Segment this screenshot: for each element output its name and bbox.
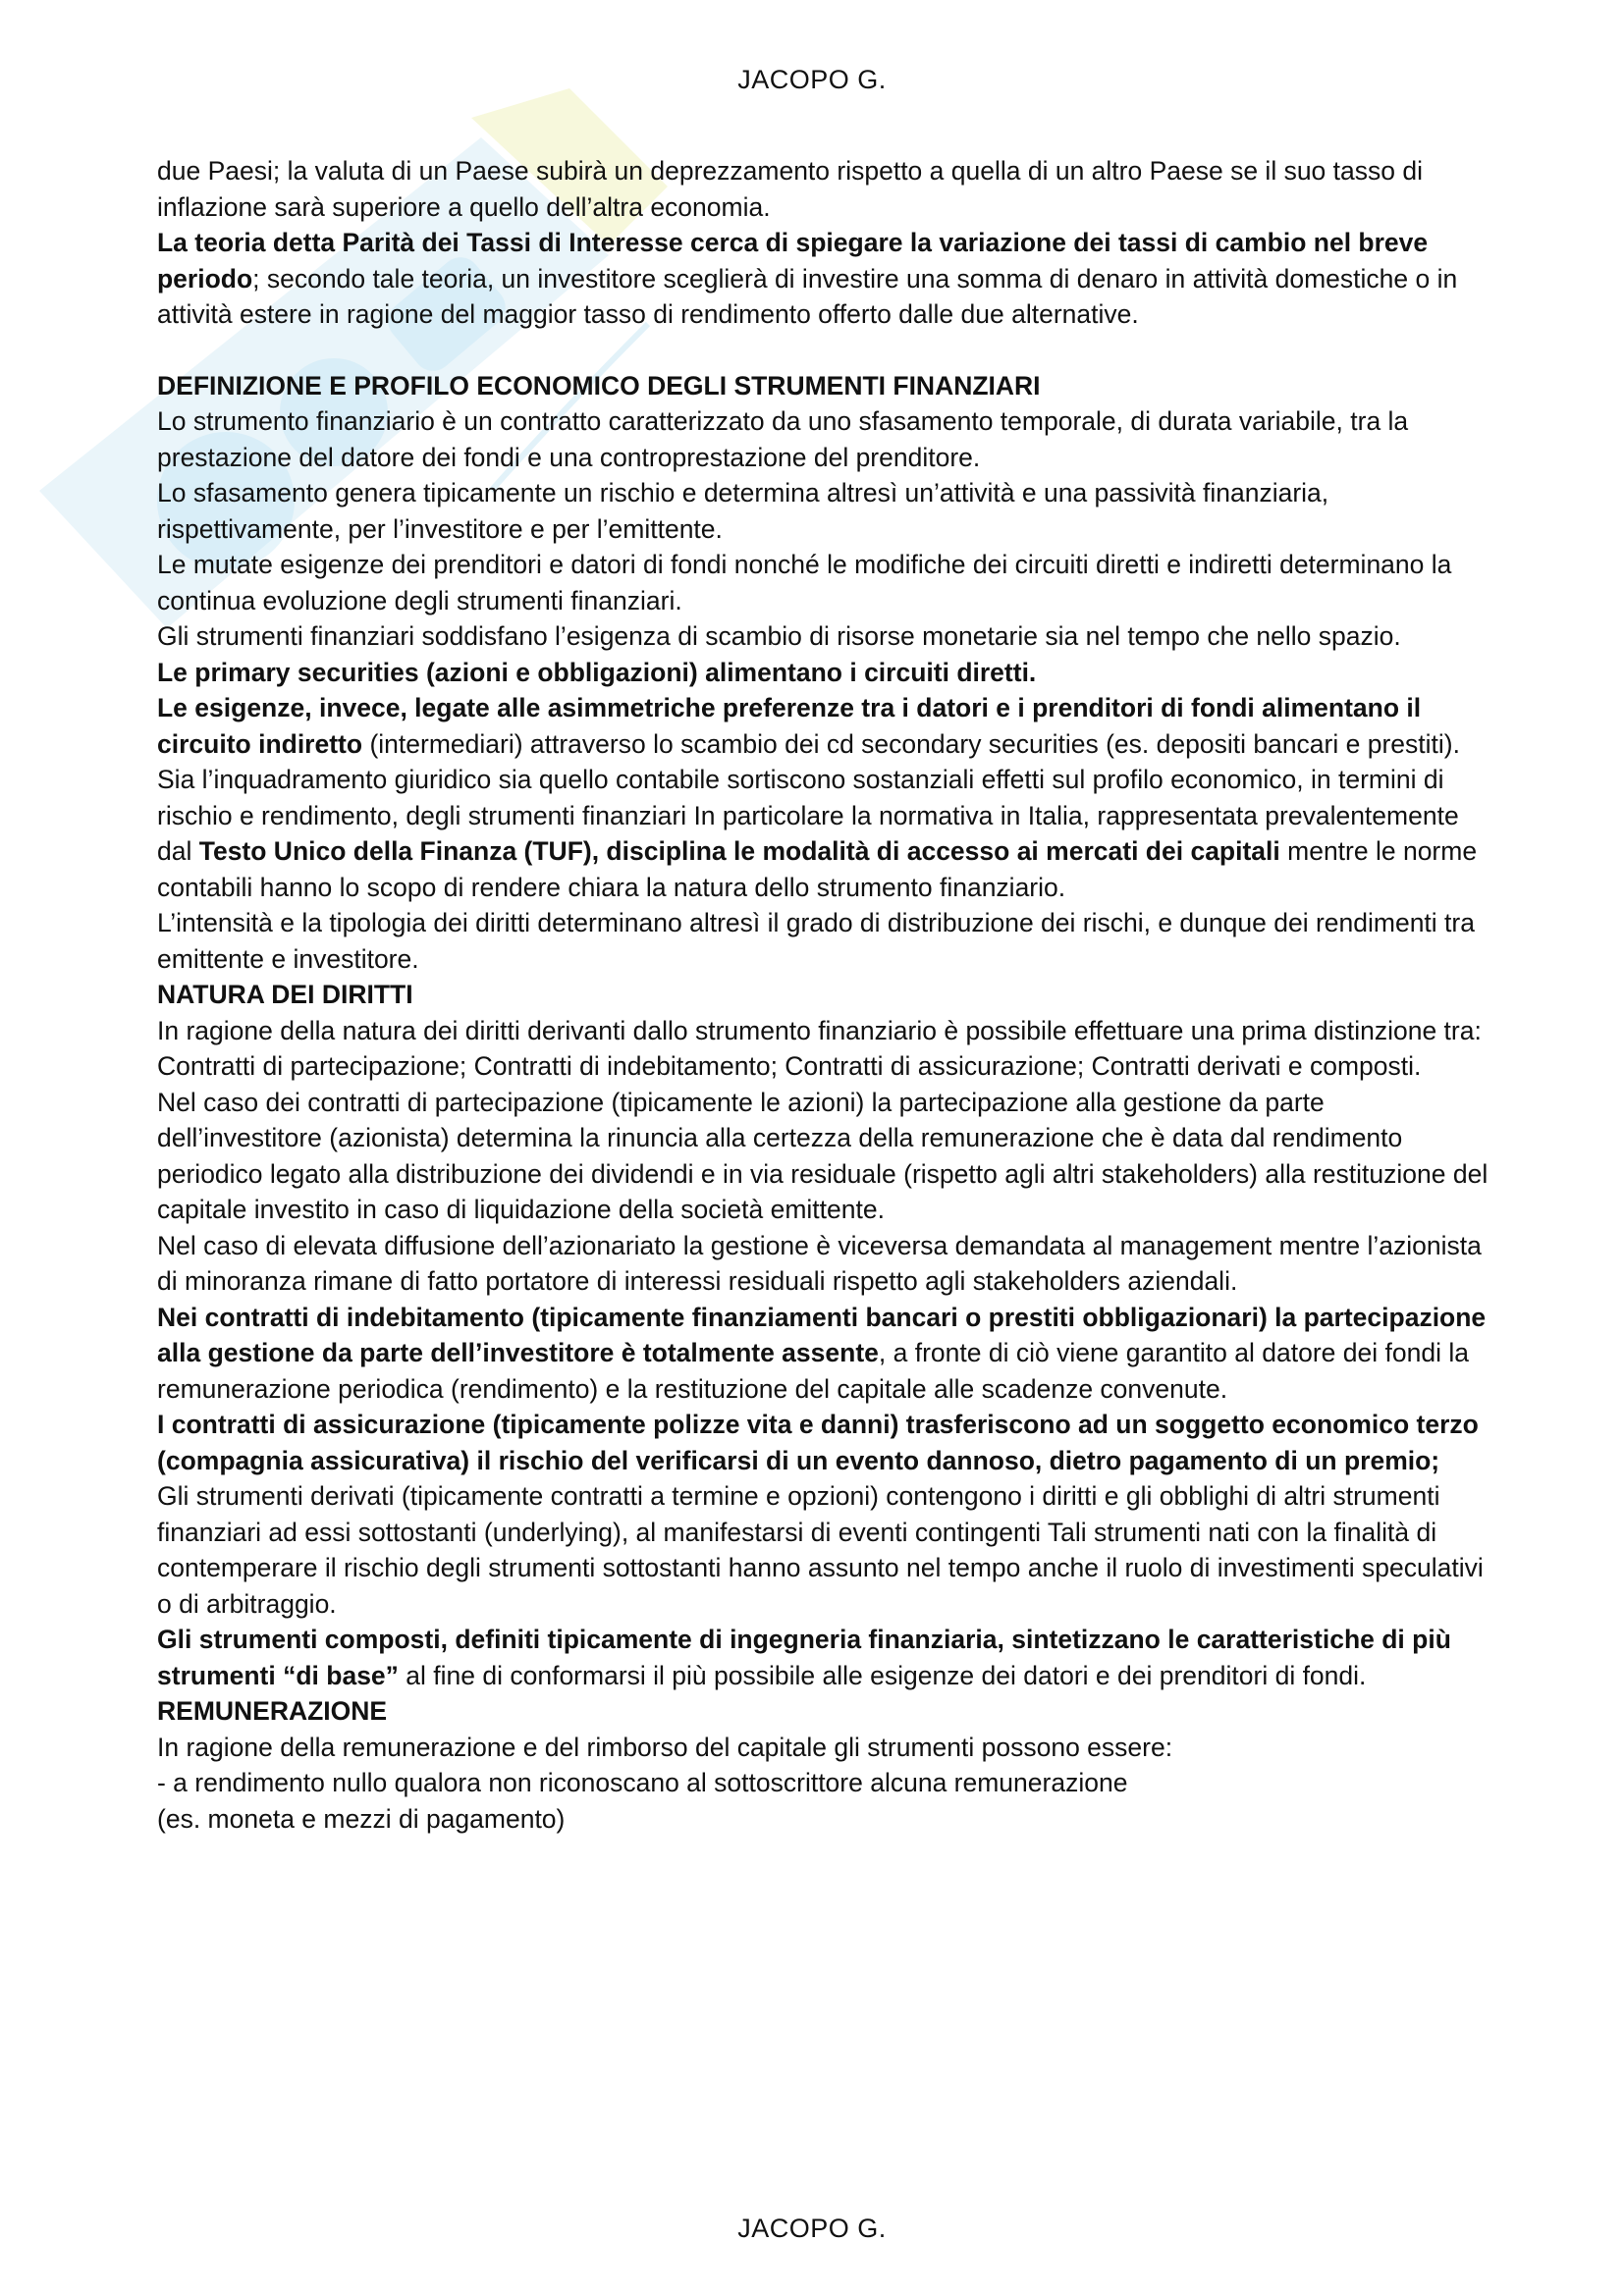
section-heading-definizione: DEFINIZIONE E PROFILO ECONOMICO DEGLI STRUMENTI FINANZIARI [157,370,1041,400]
document-body [157,153,1492,1837]
paragraph [157,225,1492,333]
section-heading-remunerazione: REMUNERAZIONE [157,1696,388,1726]
page-footer: JACOPO G. [737,2214,887,2243]
paragraph: due Paesi; la valuta di un Paese subirà un deprezzamento rispetto a quella di un altro Paese se il suo tasso di inflazione sarà superiore a quello dell’altra economia. [157,156,1423,222]
paragraph: L’intensità e la tipologia dei diritti determinano altresì il grado di distribuzione dei rischi, e dunque dei rendimenti tra emittente e investitore. [157,908,1475,974]
paragraph [157,1407,1492,1478]
bold-text: I contratti di assicurazione (tipicamente polizze vita e danni) trasferiscono ad un soggetto economico terzo (compagnia assicurativa) il rischio del verificarsi di un evento dannoso, dietro pagamento di un premio; [157,1410,1479,1475]
text: al fine di conformarsi il più possibile alle esigenze dei datori e dei prenditori di fondi. [398,1660,1367,1690]
paragraph: (es. moneta e mezzi di pagamento) [157,1803,566,1834]
bold-text: La teoria detta Parità dei Tassi di Interesse cerca di spiegare la variazione dei tassi di cambio nel breve periodo [157,228,1429,294]
text: Sia l’inquadramento giuridico sia quello contabile sortiscono sostanziali effetti sul profilo economico, in termini di rischio e rendimento, degli strumenti finanziari In particolare la normativa in Italia, rappresentata prevalentemente dal [157,765,1459,866]
paragraph: Lo sfasamento genera tipicamente un rischio e determina altresì un’attività e una passività finanziaria, rispettivamente, per l’investitore e per l’emittente. [157,478,1329,544]
bold-text: Gli strumenti composti, definiti tipicamente di ingegneria finanziaria, sintetizzano le caratteristiche di più strumenti “di base” [157,1625,1451,1690]
paragraph: In ragione della remunerazione e del rimborso del capitale gli strumenti possono essere: [157,1732,1173,1762]
paragraph: Nel caso di elevata diffusione dell’azionariato la gestione è viceversa demandata al management mentre l’azionista di minoranza rimane di fatto portatore di interessi residuali rispetto agli stakeholders aziendali. [157,1230,1482,1296]
paragraph: Gli strumenti finanziari soddisfano l’esigenza di scambio di risorse monetarie sia nel tempo che nello spazio. [157,621,1401,651]
text: , a fronte di ciò viene garantito al datore dei fondi la remunerazione periodica (rendimento) e la restituzione del capitale alle scadenze convenute. [157,1338,1469,1404]
paragraph [157,1622,1492,1693]
bold-text: Testo Unico della Finanza (TUF), disciplina le modalità di accesso ai mercati dei capitali [198,836,1280,866]
bold-text: Nei contratti di indebitamento (tipicamente finanziamenti bancari o prestiti obbligazionari) la partecipazione alla gestione da parte dell’investitore è totalmente assente [157,1302,1487,1367]
text: ; secondo tale teoria, un investitore sceglierà di investire una somma di denaro in attività domestiche o in attività estere in ragione del maggior tasso di rendimento offerto dalle due alternative. [157,263,1458,329]
paragraph: Lo strumento finanziario è un contratto caratterizzato da uno sfasamento temporale, di durata variabile, tra la prestazione del datore dei fondi e una controprestazione del prenditore. [157,406,1409,472]
list-item: - a rendimento nullo qualora non riconoscano al sottoscrittore alcuna remunerazione [157,1768,1128,1797]
text: mentre le norme contabili hanno lo scopo di rendere chiara la natura dello strumento finanziario. [157,836,1478,902]
paragraph [157,1300,1492,1408]
paragraph [157,690,1492,762]
paragraph [157,655,1492,691]
section-heading-natura: NATURA DEI DIRITTI [157,980,413,1009]
paragraph: Le mutate esigenze dei prenditori e datori di fondi nonché le modifiche dei circuiti diretti e indiretti determinano la continua evoluzione degli strumenti finanziari. [157,550,1452,615]
page-header: JACOPO G. [737,65,887,94]
paragraph: Gli strumenti derivati (tipicamente contratti a termine e opzioni) contengono i diritti e gli obblighi di altri strumenti finanziari ad essi sottostanti (underlying), al manifestarsi di eventi contingenti Tali strumenti nati con la finalità di contemperare il rischio degli strumenti sottostanti hanno assunto nel tempo anche il ruolo di investimenti speculativi o di arbitraggio. [157,1481,1484,1619]
paragraph [157,762,1492,905]
paragraph: Nel caso dei contratti di partecipazione (tipicamente le azioni) la partecipazione alla gestione da parte dell’investitore (azionista) determina la rinuncia alla certezza della remunerazione che è data dal rendimento periodico legato alla distribuzione dei dividendi e in via residuale (rispetto agli altri stakeholders) alla restituzione del capitale investito in caso di liquidazione della società emittente. [157,1087,1489,1224]
text: (intermediari) attraverso lo scambio dei cd secondary securities (es. depositi bancari e prestiti). [362,728,1460,759]
bold-text: Le primary securities (azioni e obbligazioni) alimentano i circuiti diretti. [157,657,1037,687]
spacer [157,333,1492,368]
bold-text: Le esigenze, invece, legate alle asimmetriche preferenze tra i datori e i prenditori di fondi alimentano il circuito indiretto [157,693,1422,759]
paragraph: In ragione della natura dei diritti derivanti dallo strumento finanziario è possibile effettuare una prima distinzione tra: Contratti di partecipazione; Contratti di indebitamento; Contratti di assicurazione; Contratti derivati e composti. [157,1015,1482,1081]
